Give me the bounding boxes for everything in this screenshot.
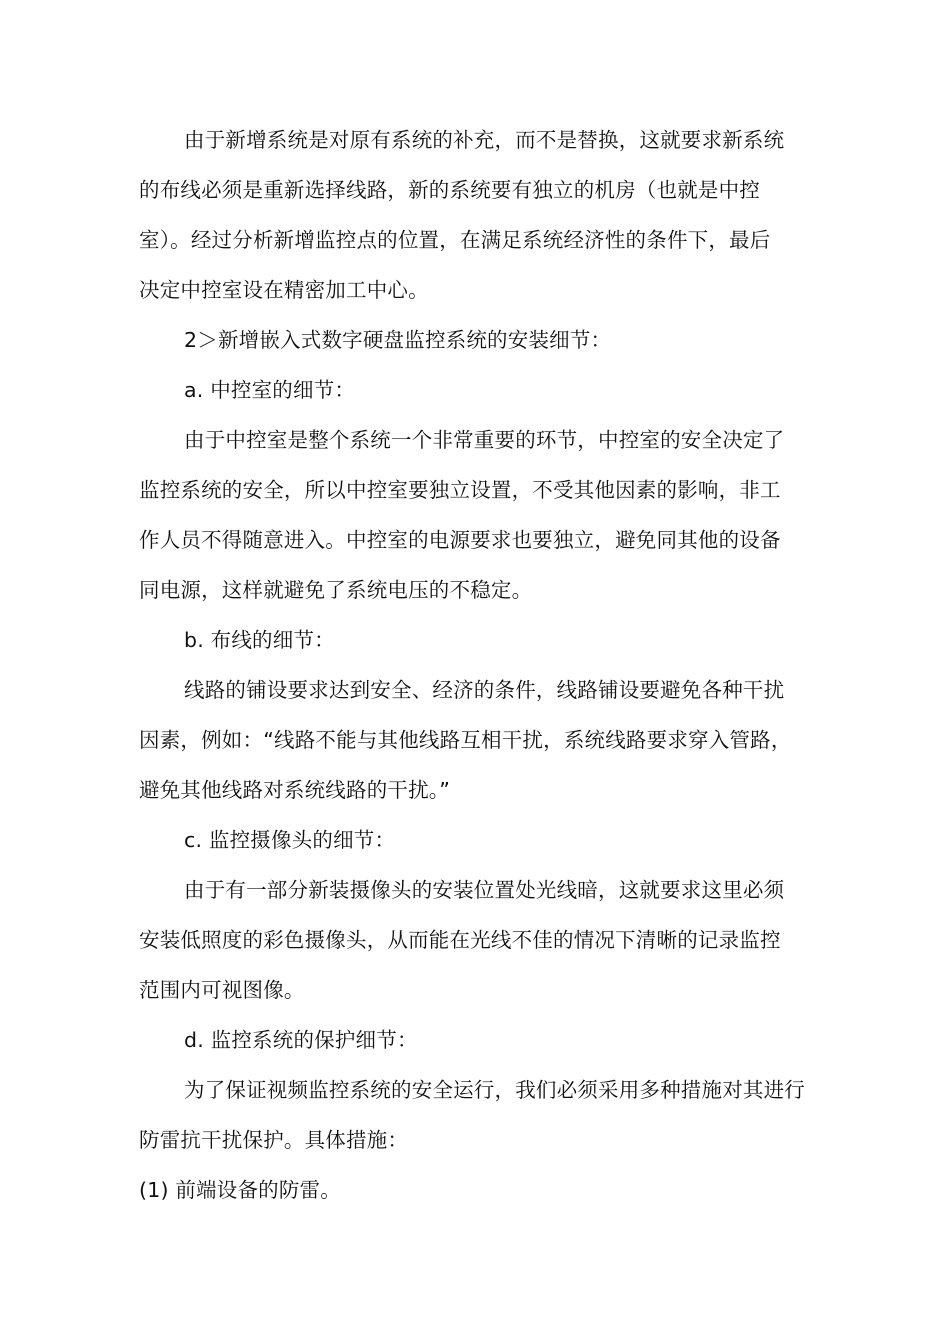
paragraph-line: 同电源，这样就避免了系统电压的不稳定。 — [139, 578, 533, 602]
subsection-heading: a. 中控室的细节： — [184, 378, 356, 402]
paragraph-line: 作人员不得随意进入。中控室的电源要求也要独立，避免同其他的设备 — [139, 528, 781, 552]
paragraph-line: 由于新增系统是对原有系统的补充，而不是替换，这就要求新系统 — [184, 128, 785, 152]
paragraph-line: 由于有一部分新装摄像头的安装位置处光线暗，这就要求这里必须 — [184, 878, 785, 902]
paragraph-line: 室）。经过分析新增监控点的位置，在满足系统经济性的条件下，最后 — [139, 228, 771, 252]
section-heading: 2＞新增嵌入式数字硬盘监控系统的安装细节： — [184, 328, 612, 352]
list-item: (1) 前端设备的防雷。 — [139, 1178, 341, 1202]
paragraph-line: 决定中控室设在精密加工中心。 — [139, 278, 429, 302]
subsection-heading: b. 布线的细节： — [184, 628, 335, 652]
paragraph-line: 安装低照度的彩色摄像头，从而能在光线不佳的情况下清晰的记录监控 — [139, 928, 781, 952]
paragraph-line: 由于中控室是整个系统一个非常重要的环节，中控室的安全决定了 — [184, 428, 785, 452]
paragraph-line: 防雷抗干扰保护。具体措施： — [139, 1128, 409, 1152]
paragraph-line: 避免其他线路对系统线路的干扰。” — [139, 778, 451, 802]
paragraph-line: 的布线必须是重新选择线路，新的系统要有独立的机房（也就是中控 — [139, 178, 760, 202]
paragraph-line: 监控系统的安全，所以中控室要独立设置，不受其他因素的影响，非工 — [139, 478, 781, 502]
paragraph-line: 线路的铺设要求达到安全、经济的条件，线路铺设要避免各种干扰 — [184, 678, 785, 702]
paragraph-line: 因素，例如：“线路不能与其他线路互相干扰，系统线路要求穿入管路， — [139, 728, 792, 752]
subsection-heading: d. 监控系统的保护细节： — [184, 1028, 418, 1052]
subsection-heading: c. 监控摄像头的细节： — [184, 828, 396, 852]
paragraph-line: 为了保证视频监控系统的安全运行，我们必须采用多种措施对其进行 — [184, 1078, 805, 1102]
paragraph-line: 范围内可视图像。 — [139, 978, 305, 1002]
